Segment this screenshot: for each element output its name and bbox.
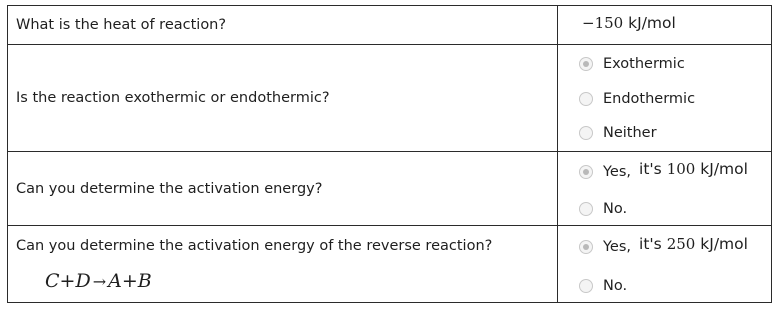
option-activation-yes-label: Yes, — [603, 164, 632, 180]
reverse-answer-unit: kJ/mol — [700, 235, 748, 253]
activation-answer-value: 100 — [666, 160, 696, 178]
option-neither-label: Neither — [603, 125, 657, 141]
product-b: B — [137, 270, 152, 292]
question-heat-of-reaction: What is the heat of reaction? — [16, 17, 227, 33]
radio-neither[interactable] — [579, 126, 593, 140]
reaction-arrow-icon: → — [92, 272, 107, 291]
radio-exothermic[interactable] — [579, 57, 593, 71]
radio-endothermic[interactable] — [579, 92, 593, 106]
question-activation-energy: Can you determine the activation energy? — [16, 181, 323, 197]
question-reverse-activation-energy: Can you determine the activation energy of the reverse reaction? — [16, 238, 493, 254]
heat-answer — [582, 14, 676, 32]
radio-activation-yes[interactable] — [579, 165, 593, 179]
radio-activation-no[interactable] — [579, 202, 593, 216]
reverse-answer-prefix: it's — [639, 235, 662, 253]
option-reverse-yes[interactable] — [579, 237, 748, 257]
heat-answer-unit: kJ/mol — [628, 14, 676, 32]
option-endothermic-label: Endothermic — [603, 91, 696, 107]
reactant-c: C — [45, 270, 60, 292]
activation-energy-answer — [639, 160, 748, 178]
option-activation-yes[interactable] — [579, 162, 748, 182]
table-row-exo-endo — [8, 44, 771, 151]
option-endothermic[interactable] — [579, 89, 695, 109]
question-table — [7, 5, 772, 303]
activation-answer-prefix: it's — [639, 160, 662, 178]
table-row-heat — [8, 6, 771, 44]
plus-sign: + — [121, 270, 138, 292]
reverse-reaction-equation — [45, 270, 152, 292]
option-activation-no-label: No. — [603, 201, 628, 217]
table-row-activation-energy — [8, 151, 771, 225]
product-a: A — [108, 270, 122, 292]
reverse-answer-value: 250 — [666, 235, 696, 253]
reverse-activation-answer — [639, 235, 748, 253]
option-reverse-no[interactable] — [579, 276, 627, 296]
reactant-d: D — [75, 270, 91, 292]
radio-reverse-yes[interactable] — [579, 240, 593, 254]
option-reverse-yes-label: Yes, — [603, 239, 632, 255]
option-activation-no[interactable] — [579, 199, 627, 219]
table-row-reverse-activation — [8, 225, 771, 302]
radio-reverse-no[interactable] — [579, 279, 593, 293]
plus-sign: + — [59, 270, 76, 292]
option-reverse-no-label: No. — [603, 278, 628, 294]
option-exothermic[interactable] — [579, 54, 685, 74]
heat-answer-value: −150 — [582, 14, 624, 32]
activation-answer-unit: kJ/mol — [700, 160, 748, 178]
option-exothermic-label: Exothermic — [603, 56, 685, 72]
option-neither[interactable] — [579, 123, 657, 143]
question-exo-or-endo: Is the reaction exothermic or endothermic? — [16, 90, 330, 106]
